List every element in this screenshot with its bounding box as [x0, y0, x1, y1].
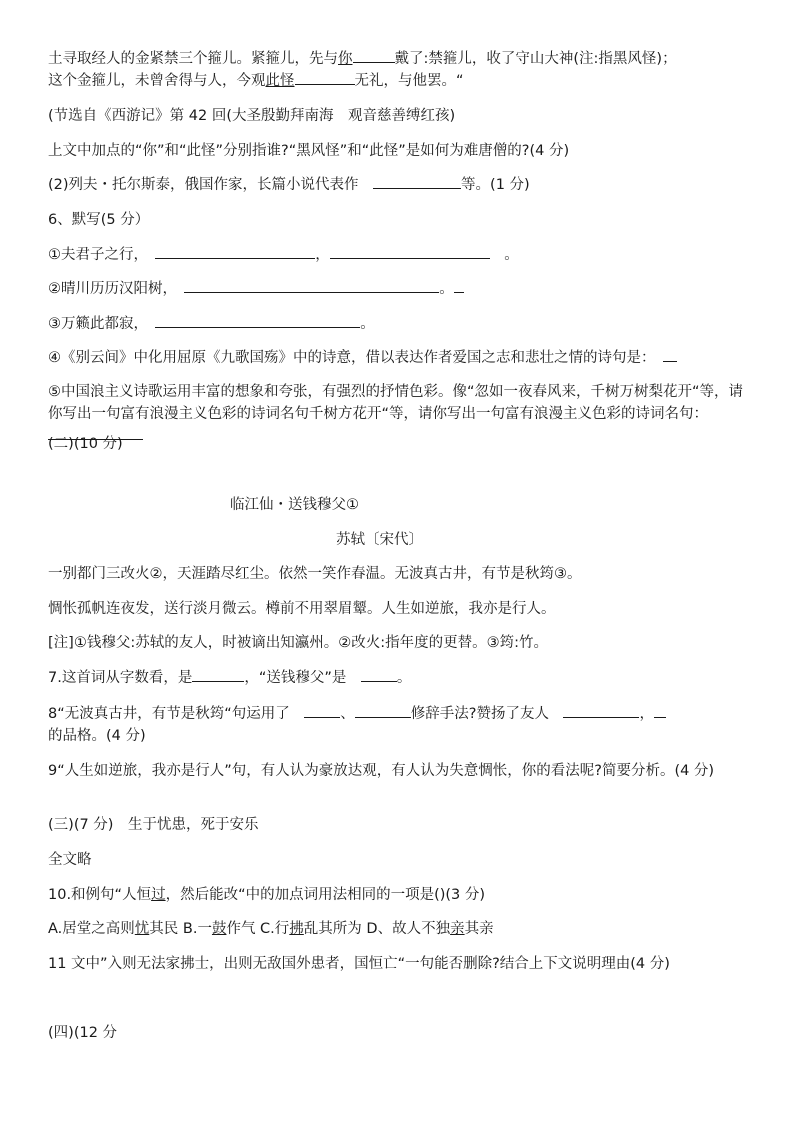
text-segment: ②晴川历历汉阳树， [48, 281, 170, 297]
section-6-heading: 6、默写(5 分） [48, 212, 150, 228]
answer-blank[interactable] [373, 174, 461, 189]
poem-author: 苏轼〔宋代〕 [336, 532, 423, 548]
question-7 [48, 667, 748, 689]
text-segment: 其亲 [464, 921, 494, 937]
text-segment: ①夫君子之行， [48, 247, 141, 263]
answer-blank[interactable] [330, 244, 490, 259]
text-segment: 土寻取经人的金紧禁三个箍儿。紧箍儿，先与 [48, 51, 338, 67]
answer-blank[interactable] [654, 703, 666, 718]
text-segment: 。 [439, 281, 454, 297]
question-11: 11 文中”入则无法家拂士，出则无敌国外患者，国恒亡“一句能否删除?结合上下文说明理由(4 分) [48, 956, 670, 972]
question-9: 9“人生如逆旅，我亦是行人”句，有人认为豪放达观，有人认为失意惆怅，你的看法呢?简要分析。(4 分) [48, 763, 715, 779]
answer-blank[interactable] [155, 244, 315, 259]
dotted-word-cikuai: 此怪 [265, 73, 295, 89]
answer-blank[interactable] [663, 347, 677, 362]
text-segment: 。 [504, 247, 519, 263]
dictation-1 [48, 244, 748, 266]
text-segment: 7.这首词从字数看，是 [48, 670, 193, 686]
section-2-heading: (二)(10 分) [48, 436, 123, 452]
section-4-heading: (四)(12 分 [48, 1025, 118, 1041]
text-segment: 无礼，与他罢。“ [354, 73, 464, 89]
dotted-word-gu: 鼓 [211, 921, 227, 937]
text-segment: 其民 B.一 [149, 921, 212, 937]
answer-blank[interactable] [361, 667, 397, 682]
text-segment: 。 [396, 670, 412, 686]
text-segment: ，然后能改“中的加点词用法相同的一项是()(3 分) [165, 887, 486, 903]
text-segment: A.居堂之高则 [48, 921, 135, 937]
answer-blank[interactable] [454, 278, 464, 293]
question-5-1: 上文中加点的“你”和“此怪”分别指谁?“黑风怪”和“此怪”是如何为难唐僧的?(4 分) [48, 143, 570, 159]
text-segment: ， [315, 247, 330, 263]
question-10-options [48, 918, 748, 940]
passage-line-1 [48, 48, 748, 70]
text-segment: 乱其所为 D、故人不独 [303, 921, 451, 937]
poem-line-1: 一别都门三改火②，天涯踏尽红尘。依然一笑作春温。无波真古井，有节是秋筠③。 [48, 566, 582, 582]
answer-blank[interactable] [304, 703, 340, 718]
text-segment: ， [639, 706, 654, 722]
answer-blank[interactable] [353, 48, 395, 63]
text-segment: ④《别云间》中化用屈原《九歌国殇》中的诗意，借以表达作者爱国之志和悲壮之情的诗句是： [48, 350, 649, 366]
text-segment: 修辞手法?赞扬了友人 [410, 706, 549, 722]
dictation-3 [48, 313, 748, 335]
source-note: (节选自《西游记》第 42 回(大圣殷勤拜南海 观音慈善缚红孩) [48, 108, 456, 124]
section-3-heading: (三)(7 分) 生于忧患，死于安乐 [48, 817, 259, 833]
answer-blank[interactable] [355, 703, 411, 718]
dictation-4 [48, 347, 748, 369]
text-segment: 、 [340, 706, 355, 722]
text-segment: 10.和例句“人恒 [48, 887, 152, 903]
question-10 [48, 884, 748, 906]
question-5-2 [48, 174, 748, 196]
text-segment: ，“送钱穆父”是 [244, 670, 347, 686]
dotted-word-you: 忧 [134, 921, 150, 937]
question-8-cont: 的品格。(4 分) [48, 728, 146, 744]
poem-line-2: 惆怅孤帆连夜发，送行淡月微云。樽前不用翠眉颦。人生如逆旅，我亦是行人。 [48, 601, 556, 617]
dotted-word-ni: 你 [338, 51, 353, 67]
text-segment: 这个金箍儿，未曾舍得与人，今观 [48, 73, 266, 89]
dictation-2 [48, 278, 748, 300]
answer-blank[interactable] [192, 667, 244, 682]
text-segment: 戴了:禁箍儿，收了守山大神(注:指黑风怪)； [394, 51, 677, 67]
dotted-word-fu: 拂 [289, 921, 304, 937]
text-segment: ⑤中国浪主义诗歌运用丰富的想象和夸张，有强烈的抒情色彩。像“忽如一夜春风来，千树万树梨花开“等，请你写出一句富有浪漫主义色彩的诗词名句千树方花开“等，请你写出一句富有浪漫主义色彩的诗词名句： [48, 384, 744, 422]
text-segment: 8“无波真古井，有节是秋筠“句运用了 [48, 706, 290, 722]
answer-blank[interactable] [155, 313, 360, 328]
text-segment: 。 [360, 316, 375, 332]
answer-blank[interactable] [563, 703, 639, 718]
poem-notes: [注]①钱穆父:苏轼的友人，时被谪出知瀛州。②改火:指年度的更替。③筠:竹。 [48, 635, 548, 651]
text-segment: ③万籁此都寂， [48, 316, 141, 332]
text-segment: 等。(1 分) [461, 177, 530, 193]
text-segment: 作气 C.行 [226, 921, 290, 937]
dotted-word-qin: 亲 [450, 921, 465, 937]
answer-blank[interactable] [295, 70, 355, 85]
text-segment: (2)列夫・托尔斯泰，俄国作家，长篇小说代表作 [48, 177, 359, 193]
passage-line-2 [48, 70, 748, 92]
poem-title: 临江仙・送钱穆父① [230, 497, 359, 513]
answer-blank[interactable] [184, 278, 439, 293]
text-omitted-note: 全文略 [48, 852, 92, 868]
question-8 [48, 703, 748, 725]
dotted-word-guo: 过 [151, 887, 166, 903]
